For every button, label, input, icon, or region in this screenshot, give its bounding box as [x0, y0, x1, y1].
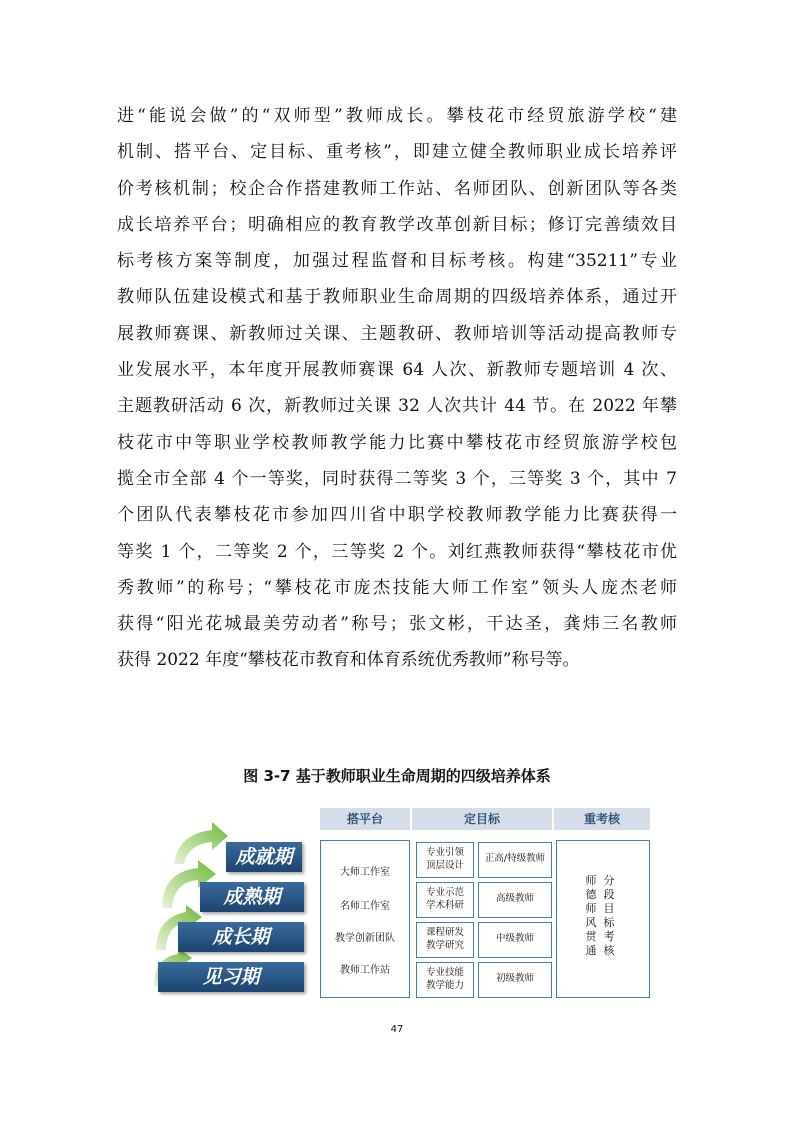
paragraph-line: 机制、搭平台、定目标、重考核”，即建立健全教师职业成长培养评: [117, 142, 677, 163]
goal-title: 正高/特级教师: [484, 853, 546, 864]
training-system-diagram: [148, 808, 650, 1004]
platform-item: 教学创新团队: [335, 933, 395, 944]
platform-item: 大师工作室: [340, 867, 390, 878]
header-assessment: 重考核: [554, 808, 650, 830]
goal-skill: 专业引领 顶层设计: [425, 847, 464, 871]
paragraph-line: 标考核方案等制度，加强过程监督和目标考核。构建“35211”专业: [117, 251, 677, 272]
body-paragraph: [117, 98, 677, 679]
paragraph-line: 等奖 1 个，二等奖 2 个，三等奖 2 个。刘红燕教师获得“攀枝花市优: [117, 541, 677, 562]
paragraph-line: 个团队代表攀枝花市参加四川省中职学校教师教学能力比赛获得一: [117, 505, 677, 526]
paragraph-line: 秀教师”的称号；“攀枝花市庞杰技能大师工作室”领头人庞杰老师: [117, 577, 677, 598]
platform-item: 教师工作站: [340, 965, 390, 976]
paragraph-line: 价考核机制；校企合作搭建教师工作站、名师团队、创新团队等各类: [117, 178, 677, 199]
goal-skill: 专业示范 学术科研: [425, 887, 464, 911]
goal-skill: 课程研发 教学研究: [425, 927, 464, 951]
page-number: 47: [390, 1024, 404, 1035]
stage-mature: 成熟期: [200, 882, 304, 912]
assessment-col-2: 分 段 目 标 考 核: [603, 874, 615, 957]
paragraph-line: 成长培养平台；明确相应的教育教学改革创新目标；修订完善绩效目: [117, 214, 677, 235]
paragraph-line: 业发展水平，本年度开展教师赛课 64 人次、新教师专题培训 4 次、: [117, 360, 677, 381]
stage-probation: 见习期: [158, 962, 304, 992]
paragraph-line: 获得“阳光花城最美劳动者”称号；张文彬，干达圣，龚炜三名教师: [117, 614, 677, 635]
assessment-col-1: 师 德 师 风 贯 通: [585, 874, 597, 957]
goal-title: 中级教师: [495, 933, 534, 944]
platform-item: 名师工作室: [340, 901, 390, 912]
stage-growth: 成长期: [178, 922, 304, 952]
stage-achievement: 成就期: [226, 842, 302, 872]
header-platform: 搭平台: [320, 808, 410, 830]
goal-title: 初级教师: [495, 973, 534, 984]
paragraph-line: 展教师赛课、新教师过关课、主题教研、教师培训等活动提高教师专: [117, 323, 677, 344]
paragraph-line: 获得 2022 年度“攀枝花市教育和体育系统优秀教师”称号等。: [117, 650, 580, 671]
goal-title: 高级教师: [495, 893, 534, 904]
paragraph-line: 主题教研活动 6 次，新教师过关课 32 人次共计 44 节。在 2022 年攀: [117, 396, 677, 417]
paragraph-line: 教师队伍建设模式和基于教师职业生命周期的四级培养体系，通过开: [117, 287, 677, 308]
figure-caption: 图 3-7 基于教师职业生命周期的四级培养体系: [243, 767, 551, 785]
goal-skill: 专业技能 教学能力: [425, 967, 464, 991]
paragraph-line: 进“能说会做”的“双师型”教师成长。攀枝花市经贸旅游学校“建: [117, 106, 677, 126]
paragraph-line: 枝花市中等职业学校教师教学能力比赛中攀枝花市经贸旅游学校包: [117, 432, 677, 453]
header-goals: 定目标: [412, 808, 552, 830]
paragraph-line: 揽全市全部 4 个一等奖，同时获得二等奖 3 个，三等奖 3 个，其中 7: [117, 468, 677, 489]
